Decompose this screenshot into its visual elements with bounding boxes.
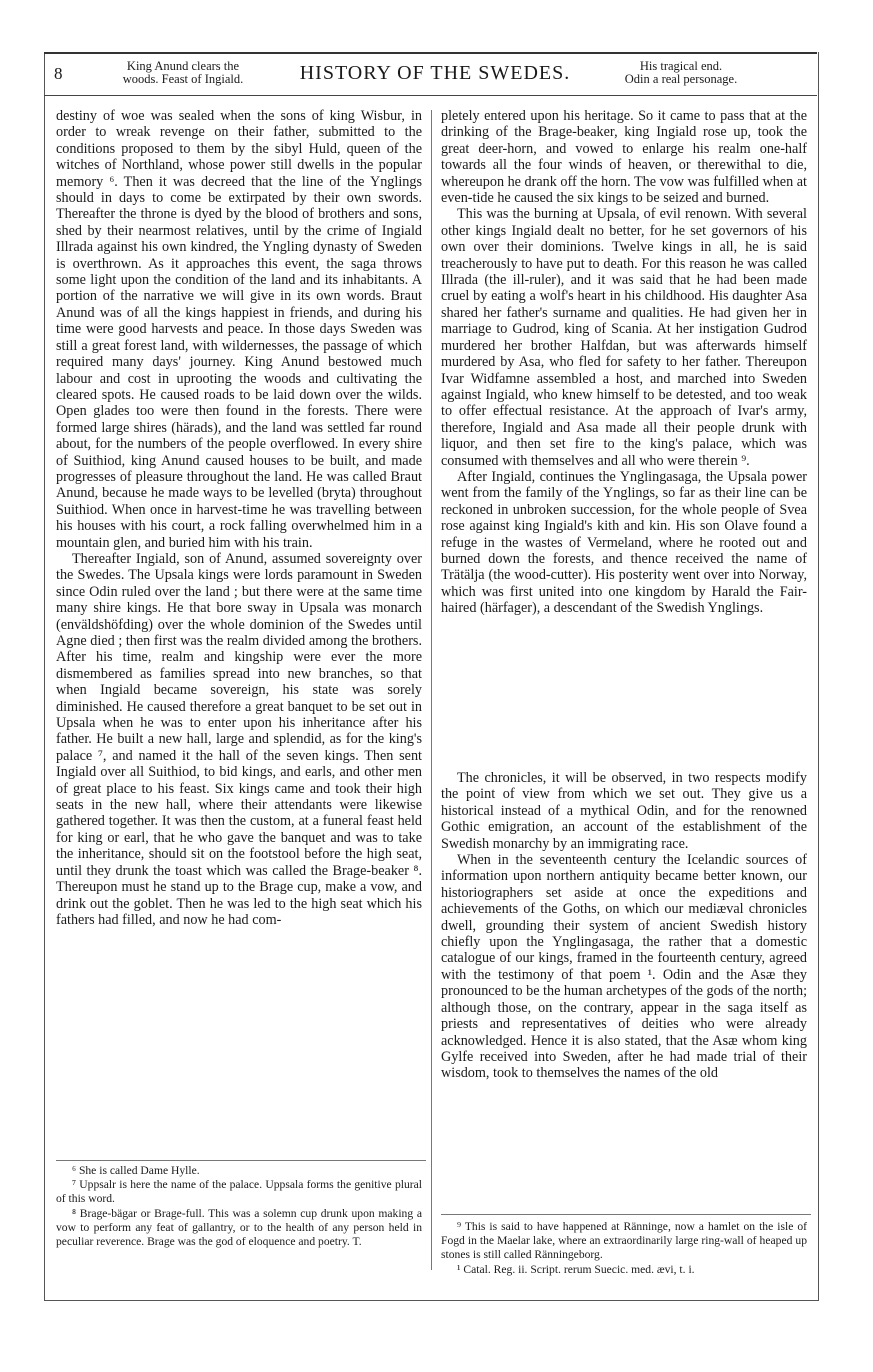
footnote: ⁸ Brage-bägar or Brage-full. This was a solemn cup drunk upon making a vow to perform any feat of gallantry, or to the health of any person held in peculiar reverence. Brage was the god of eloquence and poetry. T. <box>56 1206 422 1249</box>
column-divider <box>431 110 432 1270</box>
paragraph: Thereafter Ingiald, son of Anund, assumed sovereignty over the Swedes. The Upsala kings were lords paramount in Sweden since Odin ruled over the land ; but there were at the same time many shire kings. He that bore sway in Upsala was monarch (enväldshöfding) over the whole dominion of the Swedes until Agne died ; then first was the realm divided among the brothers. After his time, realm and kingship were ever the more dismembered as families spread into new branches, so that when Ingiald became sovereign, his state was sorely diminished. He caused therefore a great banquet to be set out in Upsala when he was to enter upon his inheritance after his father. He built a new hall, large and splendid, as for the king's palace ⁷, and named it the hall of the seven kings. Then sent Ingiald over all Suithiod, to bid kings, and earls, and other men of great place to his feast. Six kings came and took their high seats in the new hall, where their attendants were likewise gathered together. It was then the custom, at a funeral feast held for king or earl, that he who gave the banquet and was to take the inheritance, should sit on the footstool before the high seat, until they drunk the toast which was called the Brage-beaker ⁸. Thereupon must he stand up to the Brage cup, make a vow, and drink out the goblet. Then he was led to the high seat which his fathers had filled, and now he had com- <box>56 550 422 928</box>
left-column <box>56 108 422 928</box>
left-sidenote <box>102 60 264 86</box>
paragraph: pletely entered upon his heritage. So it came to pass that at the drinking of the Brage-beaker, king Ingiald rose up, took the great deer-horn, and vowed to enlarge his realm one-half towards all the four winds of heaven, or therewithal to die, whereupon he drank off the horn. The vow was fulfilled when at even-tide he caused the six kings to be seized and burned. <box>441 108 807 207</box>
right-column-upper <box>441 108 807 617</box>
right-sidenote <box>610 60 752 86</box>
paragraph: After Ingiald, continues the Ynglingasaga, the Upsala power went from the family of the Ynglings, so far as their line can be reckoned in unbroken succession, for the whole people of Svea rose against king Ingiald's kith and kin. His son Olave found a refuge in the wastes of Vermeland, where he rooted out and burned down the forests, and thence received the name of Trätälja (the wood-cutter). His posterity went over into Norway, which was first united into one kingdom by Harald the Fair-haired (härfager), a descendant of the Swedish Ynglings. <box>441 468 807 617</box>
top-rule <box>44 52 817 54</box>
paragraph: This was the burning at Upsala, of evil renown. With several other kings Ingiald dealt no better, for he set governors of his own over their dominions. Twelve kings in all, he is said treacherously to have put to death. For this reason he was called Illrada (the ill-ruler), and it was said that he had been made cruel by eating a wolf's heart in his childhood. His daughter Asa shared her father's surname and qualities. He had given her in marriage to Gudrod, king of Scania. At her instigation Gudrod murdered her brother Halfdan, but was afterwards himself murdered by Asa, who fled for safety to her father. Thereupon Ivar Widfamne assembled a host, and marched into Sweden against Ingiald, who knew himself to be detested, and too weak to offer effectual resistance. At the approach of Ivar's army, therefore, Ingiald and Asa made all their people drunk with liquor, and then set fire to the king's palace, which was consumed with themselves and all who were therein ⁹. <box>441 206 807 469</box>
page-number: 8 <box>54 64 63 83</box>
left-sidenote-line-1: King Anund clears the <box>126 59 240 73</box>
footnote-rule-right <box>441 1214 811 1215</box>
paragraph: The chronicles, it will be observed, in two respects modify the point of view from which we set out. They give us a historical instead of a mythical Odin, and for the renowned Gothic emigration, an account of the establishment of the Swedish monarchy by an immigrating race. <box>441 770 807 852</box>
paragraph: When in the seventeenth century the Icelandic sources of information upon northern antiquity became better known, our historiographers set aside at once the expeditions and achievements of the Goths, on which our mediæval chronicles dwell, grounding their system of ancient Swedish history chiefly upon the Ynglingasaga, the rather that a domestic catalogue of our kings, framed in the fourteenth century, agreed with the testimony of that poem ¹. Odin and the Asæ they pronounced to be the human archetypes of the gods of the north; although those, on the contrary, appear in the saga itself as priests and representatives of deities who were already acknowledged. Hence it is also stated, that the Asæ whom king Gylfe received into Sweden, after he had made trial of their wisdom, took to themselves the names of the old <box>441 852 808 1082</box>
paragraph: destiny of woe was sealed when the sons of king Wisbur, in order to wreak revenge on their father, submitted to the conditions proposed to them by the sibyl Huld, queen of the witches of Northland, whose power still dwells in the popular memory ⁶. Then it was decreed that the line of the Ynglings should in days to come be extirpated by their own swords. Thereafter the throne is dyed by the blood of brothers and sons, shed by their nearmost relatives, until by the crime of Ingiald Illrada against his own kindred, the Yngling dynasty of Sweden is overthrown. As it approaches this event, the saga throws some light upon the condition of the land and its inhabitants. A portion of the narrative we will give in its own words. Braut Anund was of all the kings happiest in friends, and during his time were good harvests and peace. In those days Sweden was still a great forest land, with wildernesses, the passage of which required many days' journey. King Anund bestowed much labour and cost in uprooting the woods and cultivating the cleared spots. He caused roads to be laid down over the wilds. Open glades too were then found in the forests. There were formed large shires (härads), and the land was settled far round about, for the numbers of the people overflowed. In every shire of Suithiod, king Anund caused houses to be built, and made progresses of pleasure throughout the land. He was called Braut Anund, because he made ways to be levelled (bryta) throughout Suithiod. When once in harvest-time he was travelling between his houses with his court, a rock falling overwhelmed him in a mountain glen, and buried him with his train. <box>56 108 422 551</box>
footnotes-right <box>441 1220 807 1277</box>
footnote: ⁹ This is said to have happened at Ränninge, now a hamlet on the isle of Fogd in the Maelar lake, where an extraordinarily large ring-wall of heaped up stones is still called Ränningeborg. <box>441 1220 807 1262</box>
right-sidenote-line-1: His tragical end. <box>639 59 723 73</box>
footnote: ⁷ Uppsalr is here the name of the palace. Uppsala forms the genitive plural of this word. <box>56 1178 422 1206</box>
footnote-rule-left <box>56 1160 426 1161</box>
footnote: ⁶ She is called Dame Hylle. <box>72 1164 200 1177</box>
right-sidenote-line-2: Odin a real personage. <box>624 72 738 86</box>
left-sidenote-line-2: woods. Feast of Ingiald. <box>122 72 244 86</box>
footnote: ¹ Catal. Reg. ii. Script. rerum Suecic. med. ævi, t. i. <box>457 1262 695 1276</box>
footnotes-left <box>56 1164 422 1249</box>
right-column-lower <box>441 770 807 1082</box>
header-rule <box>44 95 817 96</box>
running-title: HISTORY OF THE SWEDES. <box>299 62 571 84</box>
